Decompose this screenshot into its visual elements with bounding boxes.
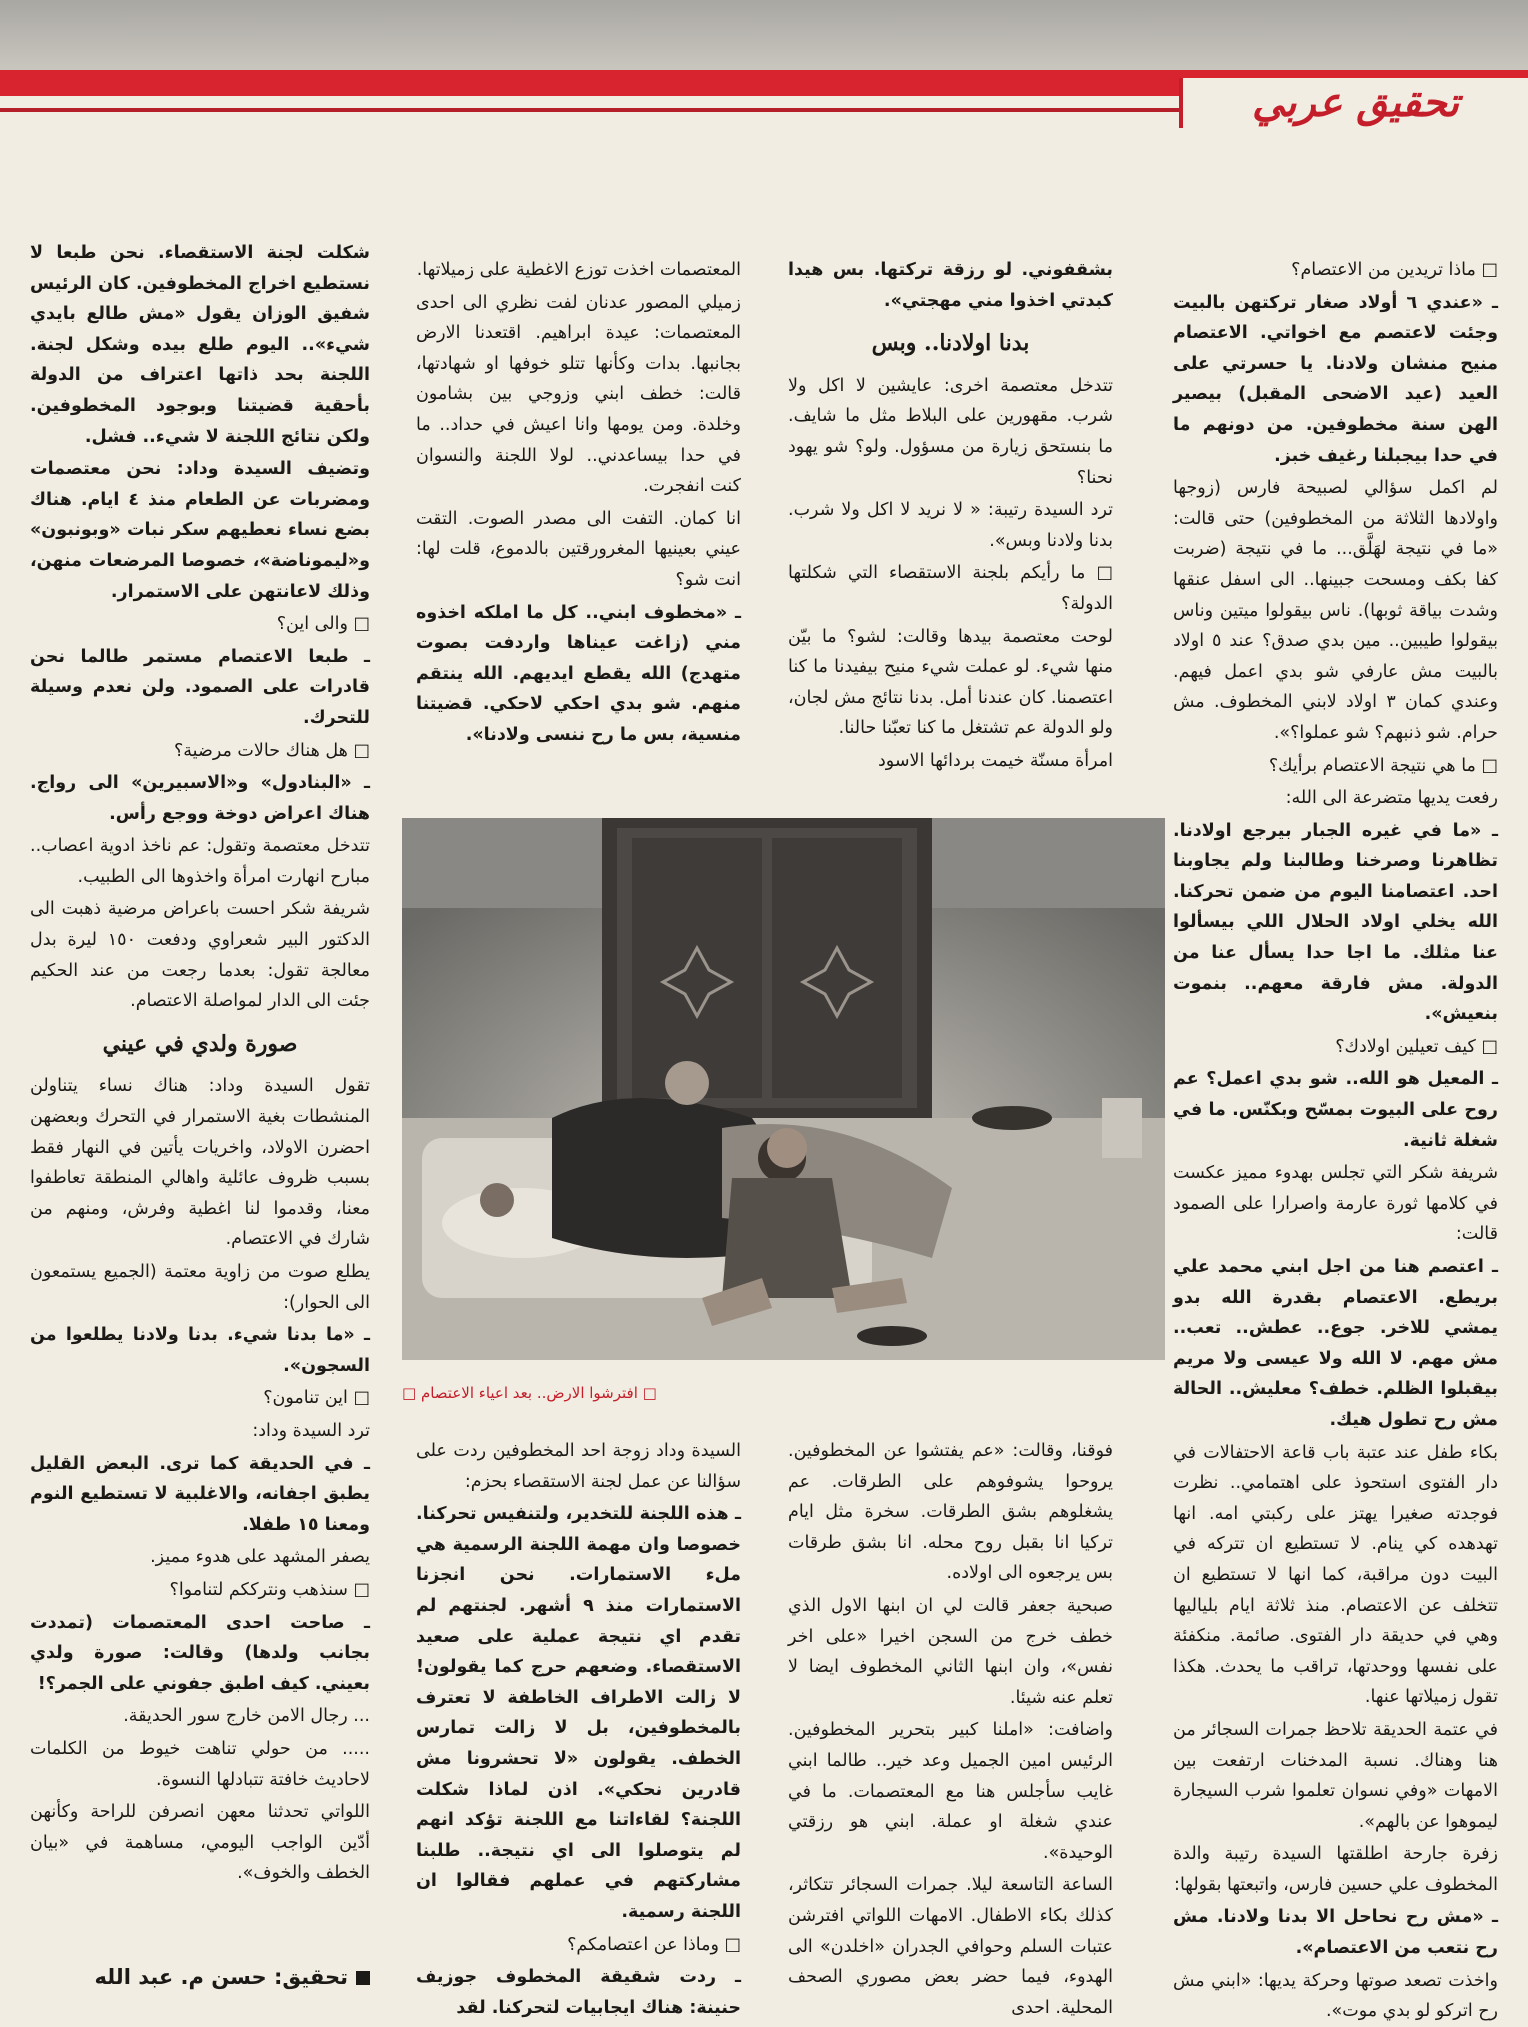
square-bullet-icon [356,1971,370,1985]
paragraph: زميلي المصور عدنان لفت نظري الى احدى المعتصمات: عيدة ابراهيم. اقتعدنا الارض بجانبها. بدات وكأنها تتلو خوفها او شهادتها، قالت: خطف ابني وزوجي بين بشامون وخلدة. ومن يومها وانا اعيش في حداد.. ما في حدا بيساعدني.. لولا اللجنة والنسوان كنت انفجرت. [416,292,741,497]
paragraph: يصفر المشهد على هدوء مميز. [150,1547,370,1568]
paragraph: □ ماذا تريدين من الاعتصام؟ [1291,260,1498,280]
paragraph: شريفة شكر احست باعراض مرضية ذهبت الى الدكتور البير شعراوي ودفعت ١٥٠ ليرة بدل معالجة تقول: بعدما رجعت من عند الحكيم جئت الى الدار لمواصلة الاعتصام. [30,899,371,1012]
paragraph: صبحية جعفر قالت لي ان ابنها الاول الذي خطف خرج من السجن اخيرا «على اخر نفس»، وان ابنها الثاني المخطوف ايضا لا تعلم عنه شيئا. [788,1595,1113,1708]
subheading: بدنا اولادنا.. وبس [871,330,1030,357]
paragraph: □ سنذهب ونترككم لتناموا؟ [169,1579,370,1600]
paragraph: □ ما رأيكم بلجنة الاستقصاء التي شكلتها الدولة؟ [788,563,1113,614]
paragraph: ـ صاحت احدى المعتصمات (تمددت بجانب ولدها) وقالت: صورة ولدي بعيني. كيف اطبق جفوني على الجمر؟! [30,1612,370,1694]
paragraph: تقول السيدة وداد: هناك نساء يتناولن المنشطات بغية الاستمرار في التحرك وبعضهن احضرن الاولاد، واخريات يأتين في النهار فقط بسبب ظروف عائلية واهالي المنطقة تعاطفوا معنا، وقدموا لنا اغطية وفرش، ومنهم من شارك في الاعتصام. [30,1076,370,1250]
header-rule [0,108,1370,112]
paragraph: وتضيف السيدة وداد: نحن معتصمات ومضربات عن الطعام منذ ٤ ايام. هناك بضع نساء نعطيهم سكر نبات «وبونبون» و«ليموناضة»، خصوصا المرضعات منهن، وذلك لاعانتهن على الاستمرار. [30,459,371,602]
paragraph: ـ «ما في غيره الجبار بيرجع اولادنا. تظاهرنا وصرخنا وطالبنا ولم يجاوبنا احد. اعتصامنا اليوم من ضمن تحركنا. الله يخلي اولاد الحلال اللي بيسألوا عنا مثلك. ما اجا حدا يسأل عنا من الدولة. مش فارقة معهم.. بنموت بنعيش». [1173,820,1498,1025]
paragraph: يطلع صوت من زاوية معتمة (الجميع يستمعون الى الحوار): [30,1262,370,1313]
paragraph: زفرة جارحة اطلقتها السيدة رتيبة والدة المخطوف علي حسين فارس، واتبعتها بقولها: [1173,1844,1498,1895]
paragraph: ـ طبعا الاعتصام مستمر طالما نحن قادرات على الصمود. ولن نعدم وسيلة للتحرك. [30,646,370,728]
paragraph: بشقفوني. لو رزقة تركتها. بس هيدا كبدتي اخذوا مني مهجتي». [788,260,1113,311]
paragraph: ـ «ما بدنا شيء. بدنا ولادنا يطلعوا من السجون». [30,1325,370,1376]
paragraph: □ والى اين؟ [276,614,370,635]
paragraph: ـ «عندي ٦ أولاد صغار تركتهن بالبيت وجئت لاعتصم مع اخواتي. الاعتصام منيح منشان ولادنا. يا حسرتي على العيد (عيد الاضحى المقبل) بيصير الهن سنة مخطوفين. من دونهم ما في حدا بيجبلنا رغيف خبز. [1173,292,1499,466]
paragraph: ... رجال الامن خارج سور الحديقة. [123,1706,370,1727]
sit-in-photo [402,818,1165,1360]
paragraph: فوقنا، وقالت: «عم يفتشوا عن المخطوفين. يروحوا يشوفوهم على الطرقات. عم يشغلوهم بشق الطرقات. سخرة مثل ايام تركيا انا بقبل روح محله. انا بشق طرقات بس يرجعوه الى اولاده. [788,1441,1113,1584]
paragraph: ـ المعيل هو الله.. شو بدي اعمل؟ عم روح على البيوت بمسّح وبكنّس. ما في شغلة ثانية. [1173,1069,1498,1151]
photo-illustration [402,818,1165,1360]
scan-gray-margin [0,0,1528,70]
paragraph: □ اين تنامون؟ [263,1388,370,1409]
column-3-bottom [416,1436,741,2018]
byline-text: تحقيق: حسن م. عبد الله [94,1965,348,1989]
paragraph: لوحت معتصمة بيدها وقالت: لشو؟ ما بيّن منها شيء. لو عملت شيء منيح بيفيدنا ما كنا اعتصمنا. كان عندنا أمل. بدنا نتائج مش لجان، ولو الدولة عم تشتغل ما كنا تعبّنا حالنا. [788,626,1113,739]
column-4 [30,238,370,1953]
paragraph: امرأة مسنّة خيمت بردائها الاسود [877,750,1113,771]
paragraph: ـ «البنادول» و«الاسبيرين» الى رواج. هناك اعراض دوخة ووجع رأس. [30,773,370,824]
paragraph: ـ اعتصم هنا من اجل ابني محمد علي بريطع. الاعتصام بقدرة الله بدو يمشي للاخر. جوع.. عطش.. تعب.. مش مهم. لا الله ولا عيسى ولا مريم بيقبلوا الظلم. خطف؟ معليش.. الحالة مش رح تطول هيك. [1173,1257,1498,1430]
paragraph: □ هل هناك حالات مرضية؟ [174,740,370,761]
paragraph: ـ هذه اللجنة للتخدير، ولتنفيس تحركنا. خصوصا وان مهمة اللجنة الرسمية هي ملء الاستمارات. نحن انجزنا الاستمارات منذ ٩ أشهر. لجنتهم لم تقدم اي نتيجة عملية على صعيد الاستقصاء. وضعهم حرج كما يقولون! لا زالت الاطراف الخاطفة لا تعترف بالمخطوفين، بل لا زالت تمارس الخطف. يقولون «لا تحشرونا مش قادرين نحكي». اذن لماذا شكلت اللجنة؟ لقاءاتنا مع اللجنة تؤكد انهم لم يتوصلوا الى اي نتيجة.. طلبنا مشاركتهم في عملهم فقالوا ان اللجنة رسمية. [416,1504,741,1922]
paragraph: ترد السيدة وداد: [252,1420,370,1441]
column-2-top [788,255,1113,795]
paragraph: واضافت: «املنا كبير بتحرير المخطوفين. الرئيس امين الجميل وعد خير.. طالما ابني غايب سأجلس هنا مع المعتصمات. ما في عندي شغلة او عملة. ابني هو رزقتي الوحيدة». [788,1720,1113,1863]
paragraph: ترد السيدة رتيبة: « لا نريد لا اكل ولا شرب. بدنا ولادنا وبس». [788,500,1113,551]
paragraph: ـ ردت شقيقة المخطوف جوزيف حنينة: هناك ايجابيات لتحركنا. لقد [416,1967,741,2018]
byline [30,1962,370,1992]
column-1 [1173,255,1499,2022]
column-3-top [416,255,741,795]
paragraph: ـ «مش رح نحاحل الا بدنا ولادنا. مش رح نتعب من الاعتصام». [1173,1907,1498,1959]
paragraph: □ وماذا عن اعتصامكم؟ [567,1934,741,1955]
paragraph: رفعت يديها متضرعة الى الله: [1285,788,1498,809]
paragraph: شريفة شكر التي تجلس بهدوء مميز عكست في كلامها ثورة عارمة واصرارا على الصمود قالت: [1173,1163,1498,1245]
section-label: تحقيق عربي [1179,78,1528,128]
photo-caption: □ افترشوا الارض.. بعد اعياء الاعتصام □ [402,1384,657,1402]
paragraph: □ ما هي نتيجة الاعتصام برأيك؟ [1268,755,1498,776]
paragraph: المعتصمات اخذت توزع الاغطية على زميلاتها. [416,260,741,280]
paragraph: تتدخل معتصمة وتقول: عم ناخذ ادوية اعصاب.. مبارح انهارت امرأة واخذوها الى الطبيب. [30,836,370,887]
subheading: صورة ولدي في عيني [102,1030,298,1057]
paragraph: في عتمة الحديقة تلاحظ جمرات السجائر من هنا وهناك. نسبة المدخنات ارتفعت بين الامهات «وفي نسوان تعلموا شرب السيجارة ليموهوا عن بالهم». [1173,1719,1498,1832]
paragraph: واخذت تصعد صوتها وحركة يديها: «ابني مش رح اتركو لو بدي موت». [1173,1970,1498,2022]
column-2-bottom [788,1436,1113,2018]
paragraph: ..... من حولي تناهت خيوط من الكلمات لاحاديث خافتة تتبادلها النسوة. [30,1738,370,1790]
paragraph: السيدة وداد زوجة احد المخطوفين ردت على سؤالنا عن عمل لجنة الاستقصاء بحزم: [416,1441,741,1492]
paragraph: اللواتي تحدثنا معهن انصرفن للراحة وكأنهن أدّين الواجب اليومي، مساهمة في «بيان الخطف والخوف». [30,1802,370,1884]
paragraph: الساعة التاسعة ليلا. جمرات السجائر تتكاثر، كذلك بكاء الاطفال. الامهات اللواتي افترشن عتبات السلم وحوافي الجدران «اخلدن» الى الهدوء، فيما حضر بعض مصوري الصحف المحلية. احدى [788,1875,1113,2018]
paragraph: ـ في الحديقة كما ترى. البعض القليل يطبق اجفانه، والاغلبية لا تستطيع النوم ومعنا ١٥ طفلا. [30,1453,370,1535]
paragraph: لم اكمل سؤالي لصبيحة فارس (زوجها واولادها الثلاثة من المخطوفين) حتى قالت: «ما في نتيجة لهَلَّق... ما في نتيجة (ضربت كفا بكف ومسحت جبينها.. الى اسفل عنقها وشدت بياقة ثوبها). ناس بيقولوا ميتين وناس بيقولوا طيبين.. مين بدي صدق؟ عند ٥ اولاد بالبيت مش عارفي شو بدي اعمل فيهم. وعندي كمان ٣ اولاد لابني المخطوف. مش حرام. شو ذنبهم؟ شو عملوا؟». [1173,478,1498,743]
paragraph: تتدخل معتصمة اخرى: عايشين لا اكل ولا شرب. مقهورين على البلاط مثل ما شايف. ما بنستحق زيارة من مسؤول. ولو؟ شو يهود نحنا؟ [788,375,1113,488]
paragraph: شكلت لجنة الاستقصاء. نحن طبعا لا نستطيع اخراج المخطوفين. كان الرئيس شفيق الوزان يقول «مش طالع بايدي شيء».. اليوم طلع بيده وشكل لجنة. اللجنة بحد ذاتها اعتراف من الدولة بأحقية قضيتنا وبوجود المخطوفين. ولكن نتائج اللجنة لا شيء.. فشل. [30,243,370,447]
paragraph: ـ «مخطوف ابني.. كل ما املكه اخذوه مني (زاغت عيناها واردفت بصوت متهدج) الله يقطع ايديهم. الله ينتقم منهم. شو بدي احكي لاحكي. قضيتنا منسية، بس ما رح ننسى ولادنا». [416,602,741,745]
paragraph: □ كيف تعيلين اولادك؟ [1335,1036,1498,1057]
paragraph: بكاء طفل عند عتبة باب قاعة الاحتفالات في دار الفتوى استحوذ على اهتمامي.. نظرت فوجدته صغيرا يهتز على ركبتي امه. انها تهدهده كي ينام. لا تستطيع ان تتركه في البيت دون مراقبة، كما انها لا تستطيع ان تتخلف عن الاعتصام. منذ ثلاثة ايام بلياليها وهي في حديقة دار الفتوى. صائمة. منكفئة على نفسها ووحدتها، تراقب ما يحدث. هكذا تقول زميلاتها عنها. [1173,1442,1498,1708]
paragraph: انا كمان. التفت الى مصدر الصوت. التقت عيني بعينيها المغرورقتين بالدموع، قلت لها: انت شو؟ [416,508,741,590]
